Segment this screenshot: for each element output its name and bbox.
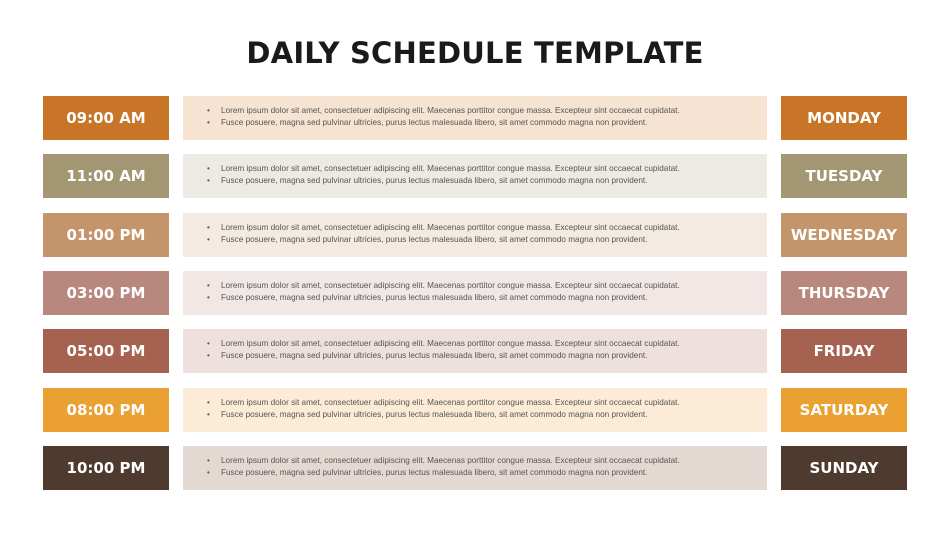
bullet-icon: • <box>207 118 210 127</box>
bullet-icon: • <box>207 176 210 186</box>
bullet-icon: • <box>207 351 210 361</box>
description-text: Fusce posuere, magna sed pulvinar ultricies, purus lectus malesuada libero, sit amet commodo magna non provident. <box>221 176 648 186</box>
description-text: Lorem ipsum dolor sit amet, consectetuer adipiscing elit. Maecenas porttitor congue massa. Excepteur sint occaecat cupidatat. <box>221 397 680 407</box>
time-slot: 01:00 PM <box>43 213 169 257</box>
description-text: Lorem ipsum dolor sit amet, consectetuer adipiscing elit. Maecenas porttitor congue massa. Excepteur sint occaecat cupidatat. <box>221 222 680 232</box>
bullet-icon: • <box>207 339 210 349</box>
description-box <box>183 154 767 198</box>
description-line <box>207 338 767 350</box>
day-label: WEDNESDAY <box>781 213 907 257</box>
day-label: TUESDAY <box>781 154 907 198</box>
bullet-icon: • <box>207 280 210 290</box>
time-slot: 08:00 PM <box>43 388 169 432</box>
description-line <box>207 105 767 117</box>
description-line <box>207 175 767 187</box>
schedule-row <box>0 213 950 257</box>
schedule-row <box>0 154 950 198</box>
schedule-row <box>0 329 950 373</box>
time-slot: 03:00 PM <box>43 271 169 315</box>
description-text: Lorem ipsum dolor sit amet, consectetuer adipiscing elit. Maecenas porttitor congue massa. Excepteur sint occaecat cupidatat. <box>221 339 680 349</box>
bullet-icon: • <box>207 234 210 244</box>
description-line <box>207 280 767 292</box>
bullet-icon: • <box>207 409 210 419</box>
description-line <box>207 397 767 409</box>
description-box <box>183 96 767 140</box>
description-text: Lorem ipsum dolor sit amet, consectetuer adipiscing elit. Maecenas porttitor congue massa. Excepteur sint occaecat cupidatat. <box>221 106 680 115</box>
schedule-row <box>0 96 950 140</box>
bullet-icon: • <box>207 292 210 302</box>
description-line <box>207 117 767 129</box>
description-text: Fusce posuere, magna sed pulvinar ultricies, purus lectus malesuada libero, sit amet commodo magna non provident. <box>221 351 648 361</box>
schedule-row <box>0 388 950 432</box>
description-text: Lorem ipsum dolor sit amet, consectetuer adipiscing elit. Maecenas porttitor congue massa. Excepteur sint occaecat cupidatat. <box>221 280 680 290</box>
description-box <box>183 213 767 257</box>
description-box <box>183 271 767 315</box>
description-line <box>207 234 767 246</box>
description-box <box>183 329 767 373</box>
description-text: Fusce posuere, magna sed pulvinar ultricies, purus lectus malesuada libero, sit amet commodo magna non provident. <box>221 234 648 244</box>
description-box <box>183 388 767 432</box>
description-text: Lorem ipsum dolor sit amet, consectetuer adipiscing elit. Maecenas porttitor congue massa. Excepteur sint occaecat cupidatat. <box>221 455 680 465</box>
description-line <box>207 467 767 479</box>
bullet-icon: • <box>207 164 210 174</box>
schedule-row <box>0 271 950 315</box>
description-line <box>207 292 767 304</box>
description-box <box>183 446 767 490</box>
description-line <box>207 409 767 421</box>
description-line <box>207 350 767 362</box>
day-label: MONDAY <box>781 96 907 140</box>
description-text: Fusce posuere, magna sed pulvinar ultricies, purus lectus malesuada libero, sit amet commodo magna non provident. <box>221 467 648 477</box>
description-text: Fusce posuere, magna sed pulvinar ultricies, purus lectus malesuada libero, sit amet commodo magna non provident. <box>221 118 648 127</box>
schedule-row <box>0 446 950 490</box>
bullet-icon: • <box>207 222 210 232</box>
page-title: DAILY SCHEDULE TEMPLATE <box>246 36 704 70</box>
description-line <box>207 163 767 175</box>
time-slot: 11:00 AM <box>43 154 169 198</box>
day-label: FRIDAY <box>781 329 907 373</box>
bullet-icon: • <box>207 467 210 477</box>
description-line <box>207 455 767 467</box>
day-label: SATURDAY <box>781 388 907 432</box>
description-text: Fusce posuere, magna sed pulvinar ultricies, purus lectus malesuada libero, sit amet commodo magna non provident. <box>221 409 648 419</box>
time-slot: 05:00 PM <box>43 329 169 373</box>
description-line <box>207 222 767 234</box>
time-slot: 09:00 AM <box>43 96 169 140</box>
description-text: Fusce posuere, magna sed pulvinar ultricies, purus lectus malesuada libero, sit amet commodo magna non provident. <box>221 292 648 302</box>
day-label: THURSDAY <box>781 271 907 315</box>
bullet-icon: • <box>207 397 210 407</box>
bullet-icon: • <box>207 455 210 465</box>
day-label: SUNDAY <box>781 446 907 490</box>
description-text: Lorem ipsum dolor sit amet, consectetuer adipiscing elit. Maecenas porttitor congue massa. Excepteur sint occaecat cupidatat. <box>221 164 680 174</box>
bullet-icon: • <box>207 106 210 115</box>
time-slot: 10:00 PM <box>43 446 169 490</box>
